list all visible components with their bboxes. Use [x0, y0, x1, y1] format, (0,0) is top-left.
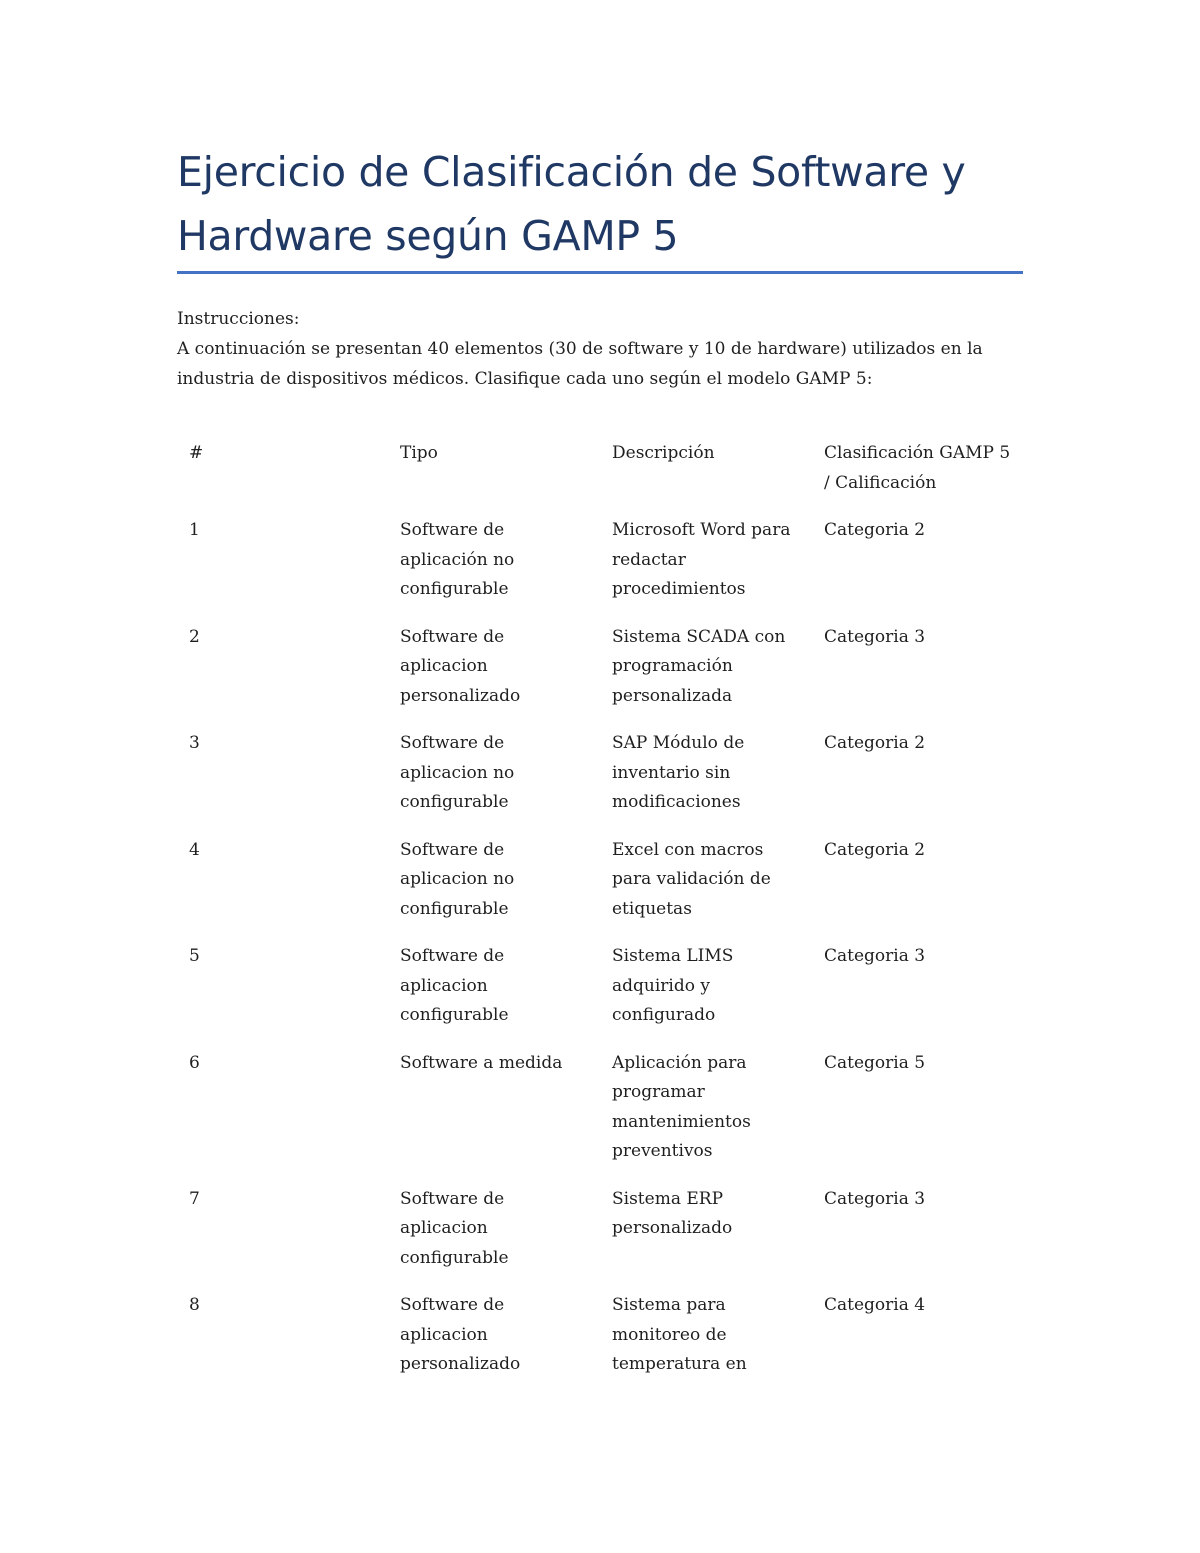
page-title: Ejercicio de Clasificación de Software y Hardware según GAMP 5: [177, 148, 966, 260]
cell-num: 6: [189, 1052, 200, 1073]
cell-num: 2: [189, 626, 200, 647]
table-header-row: [177, 439, 1023, 516]
table-row: [177, 1049, 1023, 1185]
table-row: [177, 1291, 1023, 1398]
instructions-label: Instrucciones:: [177, 309, 300, 329]
cell-descripcion: Sistema para monitoreo de temperatura en: [612, 1295, 747, 1374]
cell-tipo: Software de aplicacion no configurable: [400, 839, 515, 919]
cell-clasificacion: Categoria 2: [824, 733, 926, 753]
cell-clasificacion: Categoria 3: [824, 626, 926, 647]
cell-num: 3: [189, 733, 200, 753]
cell-tipo: Software de aplicacion no configurable: [400, 733, 515, 812]
cell-tipo: Software de aplicación no configurable: [400, 520, 515, 599]
cell-num: 8: [189, 1295, 200, 1315]
table-row: [177, 623, 1023, 730]
cell-clasificacion: Categoria 4: [824, 1295, 926, 1315]
cell-clasificacion: Categoria 2: [824, 839, 926, 860]
cell-descripcion: Excel con macros para validación de etiquetas: [612, 839, 771, 919]
cell-descripcion: Sistema SCADA con programación personalizada: [612, 626, 786, 706]
instructions-text: A continuación se presentan 40 elementos (30 de software y 10 de hardware) utilizados en la industria de dispositivos médicos. Clasifique cada uno según el modelo GAMP 5:: [177, 339, 983, 389]
title-underline: [177, 271, 1023, 274]
cell-tipo: Software de aplicacion personalizado: [400, 626, 521, 706]
table-row: [177, 836, 1023, 943]
cell-tipo: Software de aplicacion configurable: [400, 1188, 509, 1268]
cell-tipo: Software a medida: [400, 1052, 563, 1073]
cell-tipo: Software de aplicacion configurable: [400, 946, 509, 1025]
table-row: [177, 942, 1023, 1049]
cell-descripcion: Sistema LIMS adquirido y configurado: [612, 946, 734, 1025]
cell-num: 7: [189, 1188, 200, 1209]
table-row: [177, 1185, 1023, 1292]
table-row: [177, 516, 1023, 623]
header-clasificacion: Clasificación GAMP 5 / Calificación: [824, 443, 1011, 493]
cell-clasificacion: Categoria 3: [824, 946, 926, 966]
table-row: [177, 729, 1023, 836]
cell-num: 1: [189, 520, 200, 540]
header-tipo: Tipo: [400, 443, 438, 463]
header-descripcion: Descripción: [612, 443, 715, 463]
instructions-block: [177, 304, 1023, 394]
cell-clasificacion: Categoria 5: [824, 1052, 926, 1073]
cell-tipo: Software de aplicacion personalizado: [400, 1295, 521, 1374]
cell-descripcion: Aplicación para programar mantenimientos preventivos: [612, 1052, 751, 1161]
cell-descripcion: SAP Módulo de inventario sin modificaciones: [612, 733, 745, 812]
cell-descripcion: Microsoft Word para redactar procedimientos: [612, 520, 791, 599]
classification-table: [177, 439, 1023, 1398]
header-num: #: [189, 443, 204, 463]
cell-num: 4: [189, 839, 200, 860]
document-page: [177, 140, 1023, 1398]
cell-clasificacion: Categoria 2: [824, 520, 926, 540]
cell-num: 5: [189, 946, 200, 966]
cell-descripcion: Sistema ERP personalizado: [612, 1188, 733, 1238]
cell-clasificacion: Categoria 3: [824, 1188, 926, 1209]
